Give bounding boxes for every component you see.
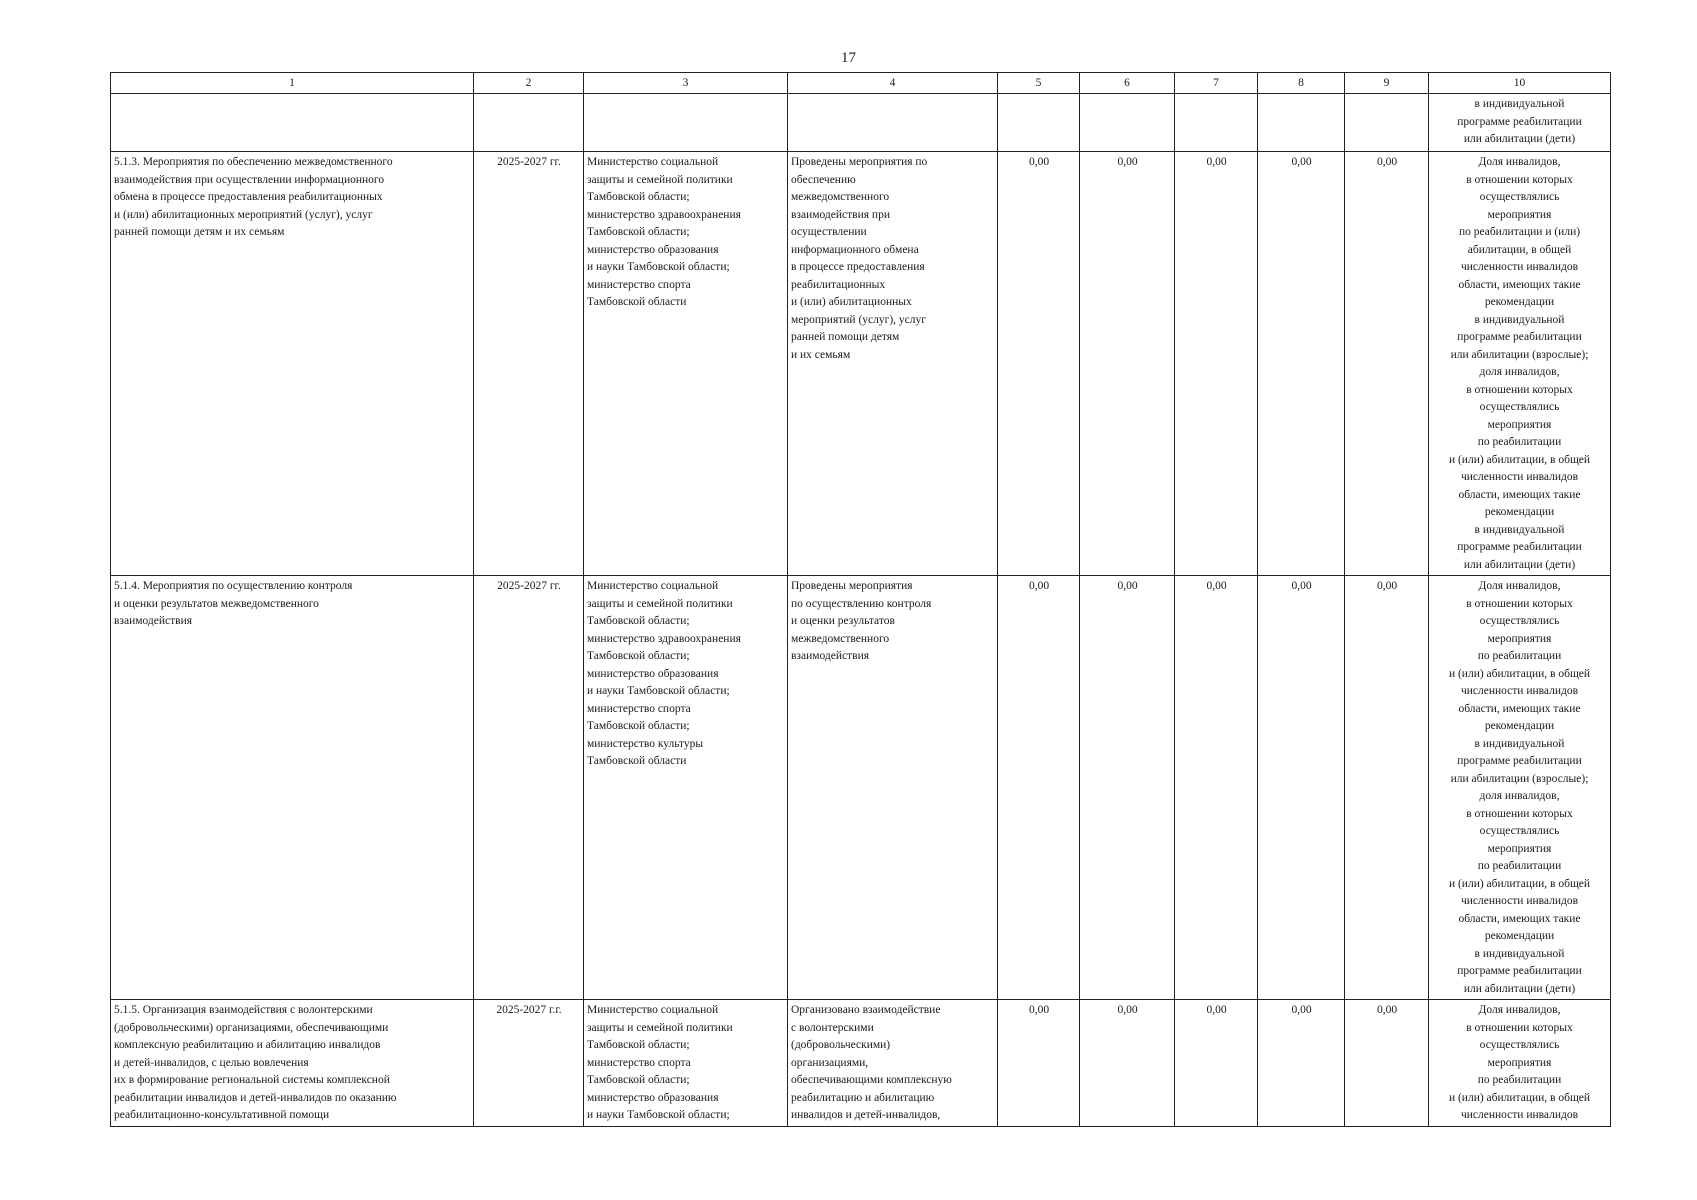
activities-table [110,72,1611,1127]
column-header: 9 [1345,73,1429,94]
cell-value [1258,94,1345,152]
cell-value: 0,00 [1258,1000,1345,1127]
cell-value: 0,00 [1258,576,1345,1000]
column-header: 7 [1175,73,1258,94]
cell-executors [584,94,788,152]
column-header: 3 [584,73,788,94]
cell-value [1345,94,1429,152]
cell-executors: Министерство социальной защиты и семейной политики Тамбовской области; министерство здравоохранения Тамбовской области; министерство образования и науки Тамбовской области; министерство спорта Тамбовской области; министерство культуры Тамбовской области [584,576,788,1000]
cell-result: Проведены мероприятия по обеспечению межведомственного взаимодействия при осуществлении информационного обмена в процессе предоставления реабилитационных и (или) абилитационных мероприятий (услуг), услуг ранней помощи детям и их семьям [788,152,998,576]
table-row-continuation [111,94,1611,152]
cell-activity [111,94,474,152]
cell-value [1175,94,1258,152]
cell-indicator: в индивидуальной программе реабилитации или абилитации (дети) [1429,94,1611,152]
cell-value: 0,00 [998,1000,1080,1127]
cell-value: 0,00 [1080,152,1175,576]
cell-period: 2025-2027 гг. [474,576,584,1000]
cell-indicator: Доля инвалидов, в отношении которых осуществлялись мероприятия по реабилитации и (или) абилитации, в общей численности инвалидов [1429,1000,1611,1127]
cell-period: 2025-2027 гг. [474,152,584,576]
cell-value: 0,00 [998,152,1080,576]
cell-result: Проведены мероприятия по осуществлению контроля и оценки результатов межведомственного взаимодействия [788,576,998,1000]
cell-value: 0,00 [1258,152,1345,576]
cell-value: 0,00 [1175,1000,1258,1127]
cell-result [788,94,998,152]
cell-period [474,94,584,152]
cell-activity: 5.1.3. Мероприятия по обеспечению межведомственного взаимодействия при осуществлении информационного обмена в процессе предоставления реабилитационных и (или) абилитационных мероприятий (услуг), услуг ранней помощи детям и их семьям [111,152,474,576]
cell-executors: Министерство социальной защиты и семейной политики Тамбовской области; министерство спорта Тамбовской области; министерство образования и науки Тамбовской области; [584,1000,788,1127]
cell-value: 0,00 [1175,576,1258,1000]
cell-value [998,94,1080,152]
cell-value: 0,00 [1345,576,1429,1000]
column-header: 2 [474,73,584,94]
cell-value [1080,94,1175,152]
column-header: 8 [1258,73,1345,94]
cell-value: 0,00 [1080,576,1175,1000]
column-header: 10 [1429,73,1611,94]
column-header: 6 [1080,73,1175,94]
cell-value: 0,00 [1080,1000,1175,1127]
table-row-5-1-5 [111,1000,1611,1127]
cell-value: 0,00 [1345,152,1429,576]
table-row-5-1-4 [111,576,1611,1000]
cell-indicator: Доля инвалидов, в отношении которых осуществлялись мероприятия по реабилитации и (или) абилитации, в общей численности инвалидов области, имеющих такие рекомендации в индивидуальной программе реабилитации или абилитации (взрослые); доля инвалидов, в отношении которых осуществлялись мероприятия по реабилитации и (или) абилитации, в общей численности инвалидов области, имеющих такие рекомендации в индивидуальной программе реабилитации или абилитации (дети) [1429,576,1611,1000]
table-row-5-1-3 [111,152,1611,576]
column-number-header-row [111,73,1611,94]
cell-activity: 5.1.4. Мероприятия по осуществлению контроля и оценки результатов межведомственного взаимодействия [111,576,474,1000]
cell-result: Организовано взаимодействие с волонтерскими (добровольческими) организациями, обеспечивающими комплексную реабилитацию и абилитацию инвалидов и детей-инвалидов, [788,1000,998,1127]
cell-period: 2025-2027 г.г. [474,1000,584,1127]
page-number: 17 [841,50,856,66]
cell-indicator: Доля инвалидов, в отношении которых осуществлялись мероприятия по реабилитации и (или) абилитации, в общей численности инвалидов области, имеющих такие рекомендации в индивидуальной программе реабилитации или абилитации (взрослые); доля инвалидов, в отношении которых осуществлялись мероприятия по реабилитации и (или) абилитации, в общей численности инвалидов области, имеющих такие рекомендации в индивидуальной программе реабилитации или абилитации (дети) [1429,152,1611,576]
cell-executors: Министерство социальной защиты и семейной политики Тамбовской области; министерство здравоохранения Тамбовской области; министерство образования и науки Тамбовской области; министерство спорта Тамбовской области [584,152,788,576]
cell-value: 0,00 [1175,152,1258,576]
cell-value: 0,00 [1345,1000,1429,1127]
column-header: 4 [788,73,998,94]
column-header: 1 [111,73,474,94]
column-header: 5 [998,73,1080,94]
cell-activity: 5.1.5. Организация взаимодействия с волонтерскими (добровольческими) организациями, обеспечивающими комплексную реабилитацию и абилитацию инвалидов и детей-инвалидов, с целью вовлечения их в формирование региональной системы комплексной реабилитации инвалидов и детей-инвалидов по оказанию реабилитационно-консультативной помощи [111,1000,474,1127]
cell-value: 0,00 [998,576,1080,1000]
